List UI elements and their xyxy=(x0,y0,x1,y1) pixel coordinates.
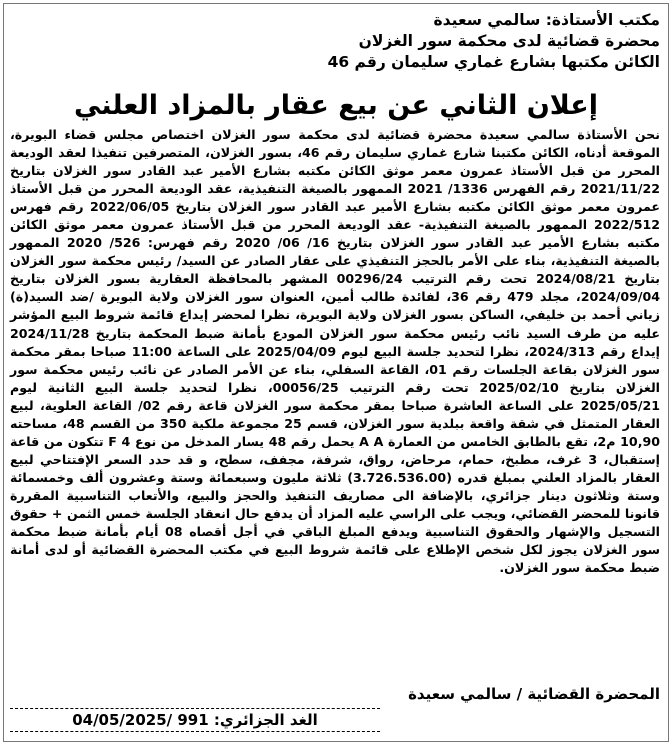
publication-footer: الغد الجزائري: 991 /04/05/2025 xyxy=(10,708,380,732)
notice-body: نحن الأستاذة سالمي سعيدة محضرة قضائية لدى محكمة سور الغزلان اختصاص مجلس قضاء البويرة، الموقعة أدناه، الكائن مكتبنا شارع غماري سليمان رقم 46، بسور الغزلان، المتصرفين تنفيذا لعقد الوديعة المحرر من قبل الأستاذ عمرون معمر موثق الكائن مكتبه بشارع الأمير عبد القادر سور الغزلان بتاريخ 2021/11/22 رقم الفهرس 1336/ 2021 الممهور بالصيغة التنفيذية، عقد الوديعة المحرر من قبل الأستاذ عمرون معمر موثق الكائن مكتبه بشارع الأمير عبد القادر سور الغزلان بتاريخ 2022/06/05 رقم فهرس 2022/512 الممهور بالصيغة التنفيذية- عقد الوديعة المحرر من قبل الأستاذ عمرون معمر موثق الكائن مكتبه بشارع الأمير عبد القادر سور الغزلان بتاريخ 16/ 06/ 2020 رقم فهرس: 526/ 2020 الممهور بالصيغة التنفيذية، بناء على الأمر بالحجز التنفيذي على عقار الصادر عن السيد/ رئيس محكمة سور الغزلان بتاريخ 2024/08/21 تحت رقم الترتيب 00296/24 المشهر بالمحافظة العقارية بسور الغزلان بتاريخ 2024/09/04، مجلد 479 رقم 36، لفائدة طالب أمين، العنوان سور الغزلان ولاية البويرة /ضد السيد(ة) زياني أحمد بن خليفي، الساكن بسور الغزلان ولاية البويرة، نظرا لمحضر إيداع قائمة شروط البيع المؤشر عليه من طرف السيد نائب رئيس محكمة سور الغزلان المودع بأمانة ضبط المحكمة بتاريخ 2024/11/28 إيداع رقم 2024/313، نظرا لتحديد جلسة البيع ليوم 2025/04/09 على الساعة 11:00 صباحا بمقر محكمة سور الغزلان بقاعة الجلسات رقم 01، القاعة السفلي، بناء عن الأمر الصادر عن نائب رئيس محكمة سور الغزلان بتاريخ 2025/02/10 تحت رقم الترتيب 00056/25، نظرا لتحديد جلسة البيع الثانية ليوم 2025/05/21 على الساعة العاشرة صباحا بمقر محكمة سور الغزلان قاعة رقم 02/ القاعة العلوية، لبيع العقار المتمثل في شقة واقعة ببلدية سور الغزلان، قسم 25 مجموعة ملكية 350 من القسم 48، مساحته 10,90 م2، تقع بالطابق الخامس من العمارة A A يحمل رقم 48 يسار المدخل من نوع F 4 تتكون من قاعة إستقبال، 3 غرف، مطبخ، حمام، مرحاض، رواق، شرفة، مجفف، سطح، و قد حدد السعر الإفتتاحي لبيع العقار بالمزاد العلني بمبلغ قدره (3.726.536.00) ثلاثة مليون وسبعمائة وستة وعشرون ألف وخمسمائة وستة وثلاثون دينار جزائري، بالإضافة الى مصاريف التنفيذ والحجز والبيع، والأتعاب التناسبية المقررة قانونا للمحضر القضائي، ويجب على الراسي عليه المزاد أن يدفع حال انعقاد الجلسة خمس الثمن + حقوق التسجيل والإشهار والحقوق التناسبية ويدفع المبلغ الباقي في أجل أقصاه 08 أيام بأمانة ضبط محكمة سور الغزلان يجوز لكل شخص الإطلاع على قائمة شروط البيع في مكتب المحضرة القضائية أو لدى أمانة ضبط محكمة سور الغزلان. xyxy=(10,127,661,576)
signature: المحضرة القضائية / سالمي سعيدة xyxy=(408,685,660,703)
header-role: محضرة قضائية لدى محكمة سور الغزلان xyxy=(358,32,660,50)
notice-title: إعلان الثاني عن بيع عقار بالمزاد العلني xyxy=(74,90,598,121)
office-header xyxy=(260,10,660,73)
header-address: الكائن مكتبها بشارع غماري سليمان رقم 46 xyxy=(327,53,660,71)
header-office-name: مكتب الأستاذة: سالمي سعيدة xyxy=(433,11,660,29)
